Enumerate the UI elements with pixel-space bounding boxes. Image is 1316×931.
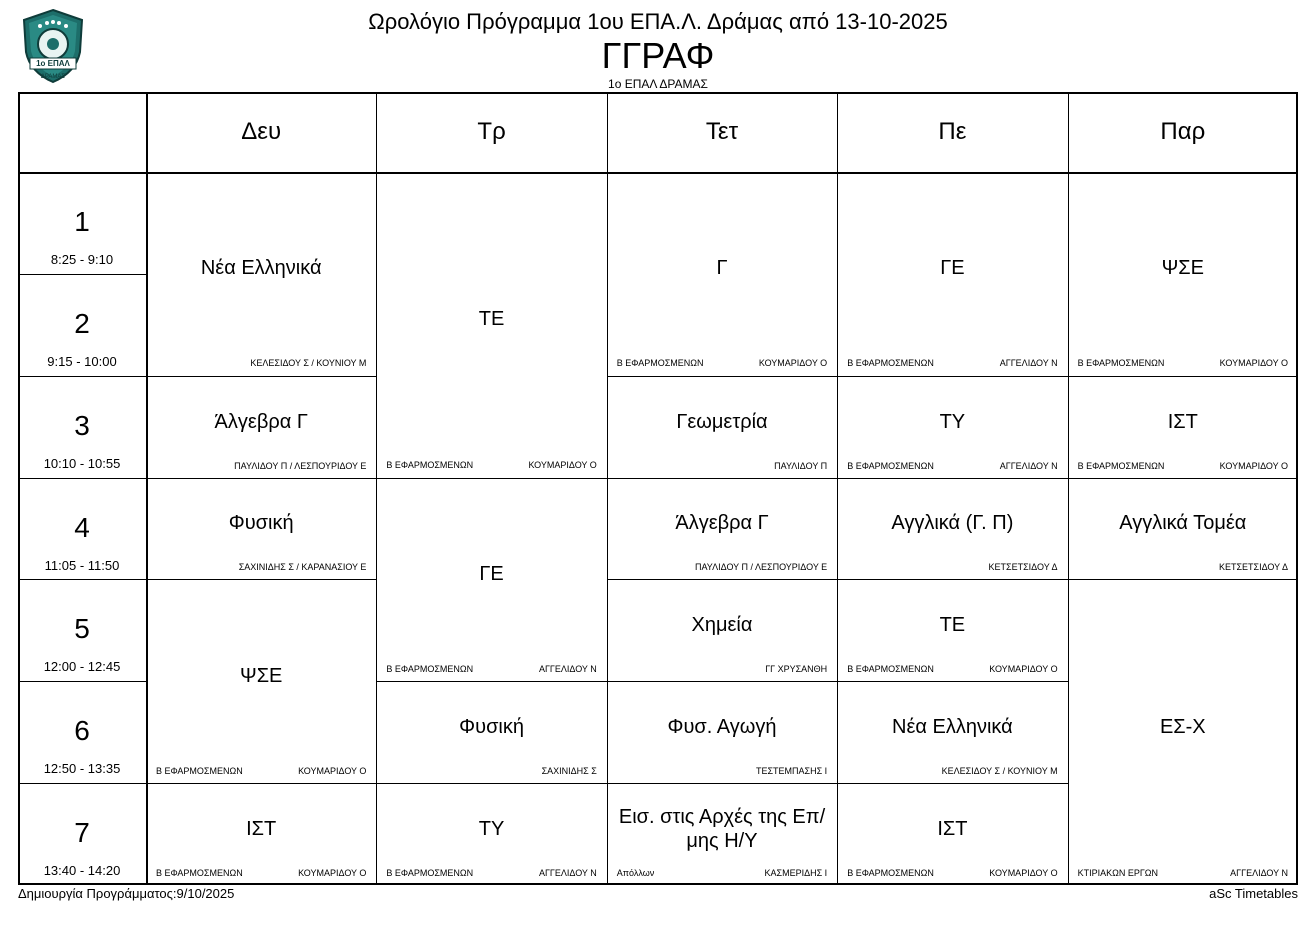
lesson-teacher: ΓΓ ΧΡΥΣΑΝΘΗ <box>765 664 828 675</box>
lesson-teacher: ΚΕΛΕΣΙΔΟΥ Σ / ΚΟΥΝΙΟΥ Μ <box>941 766 1058 777</box>
lesson-teacher: ΚΟΥΜΑΡΙΔΟΥ Ο <box>758 357 828 368</box>
lesson-subject: ΤΕ <box>478 307 505 330</box>
lesson-cell[interactable] <box>607 172 837 376</box>
period-time: 8:25 - 9:10 <box>50 252 114 267</box>
lesson-subject: Φυσική <box>228 512 294 535</box>
lesson-group: Β ΕΦΑΡΜΟΣΜΕΝΩΝ <box>847 460 934 471</box>
lesson-teacher: ΚΕΛΕΣΙΔΟΥ Σ / ΚΟΥΝΙΟΥ Μ <box>250 357 367 368</box>
lesson-subject: Αγγλικά Τομέα <box>1119 512 1247 535</box>
timetable-grid <box>18 92 1298 885</box>
day-header: Τρ <box>477 118 506 145</box>
lesson-subject: ΨΣΕ <box>239 665 283 688</box>
period-number: 7 <box>74 817 90 849</box>
lesson-teacher: ΚΟΥΜΑΡΙΔΟΥ Ο <box>298 766 367 777</box>
lesson-cell[interactable] <box>146 579 376 784</box>
lesson-subject: ΙΣΤ <box>246 818 277 841</box>
lesson-subject: ΓΕ <box>940 256 965 279</box>
day-header: Πε <box>938 118 967 145</box>
lesson-subject: Χημεία <box>691 614 753 637</box>
lesson-teacher: ΣΑΧΙΝΙΔΗΣ Σ / ΚΑΡΑΝΑΣΙΟΥ Ε <box>238 562 367 573</box>
lesson-cell[interactable] <box>837 579 1067 682</box>
lesson-teacher: ΑΓΓΕΛΙΔΟΥ Ν <box>999 357 1058 368</box>
period-number: 1 <box>74 206 90 237</box>
lesson-teacher: ΑΓΓΕΛΙΔΟΥ Ν <box>538 664 597 675</box>
lesson-subject: Εισ. στις Αρχές της Επ/μης Η/Υ <box>618 806 826 853</box>
lesson-cell[interactable] <box>376 172 606 478</box>
lesson-subject: ΙΣΤ <box>937 818 968 841</box>
lesson-cell[interactable] <box>607 579 837 682</box>
lesson-subject: ΤΕ <box>939 614 966 637</box>
lesson-subject: Φυσική <box>459 716 524 739</box>
lesson-teacher: ΚΕΤΣΕΤΣΙΔΟΥ Δ <box>988 562 1058 573</box>
lesson-subject: ΓΕ <box>479 563 504 586</box>
lesson-subject: Γ <box>716 256 728 279</box>
lesson-teacher: ΚΕΤΣΕΤΣΙΔΟΥ Δ <box>1218 562 1288 573</box>
lesson-subject: Άλγεβρα Γ <box>214 410 308 433</box>
lesson-teacher: ΚΑΣΜΕΡΙΔΗΣ Ι <box>764 867 828 878</box>
lesson-teacher: ΚΟΥΜΑΡΙΔΟΥ Ο <box>1219 460 1288 471</box>
lesson-cell[interactable] <box>146 478 376 581</box>
lesson-teacher: ΚΟΥΜΑΡΙΔΟΥ Ο <box>989 664 1058 675</box>
lesson-subject: ΕΣ-Χ <box>1159 716 1206 739</box>
lesson-group: Β ΕΦΑΡΜΟΣΜΕΝΩΝ <box>156 867 243 878</box>
period-time: 12:00 - 12:45 <box>43 659 121 675</box>
lesson-group: Β ΕΦΑΡΜΟΣΜΕΝΩΝ <box>616 357 704 368</box>
lesson-cell[interactable] <box>837 478 1067 581</box>
lesson-group: ΚΤΙΡΙΑΚΩΝ ΕΡΓΩΝ <box>1077 867 1159 878</box>
lesson-cell[interactable] <box>376 478 606 683</box>
lesson-teacher: ΚΟΥΜΑΡΙΔΟΥ Ο <box>528 459 597 470</box>
period-time: 13:40 - 14:20 <box>43 863 121 879</box>
lesson-subject: Νέα Ελληνικά <box>200 256 322 279</box>
lesson-cell[interactable] <box>837 376 1067 479</box>
lesson-cell[interactable] <box>146 172 376 376</box>
day-header: Δευ <box>241 118 282 145</box>
created-date: Δημιουργία Προγράμματος:9/10/2025 <box>18 886 235 901</box>
lesson-subject: Φυσ. Αγωγή <box>667 716 777 739</box>
lesson-cell[interactable] <box>146 783 376 886</box>
software-credit: aSc Timetables <box>1209 886 1298 901</box>
day-header: Τετ <box>705 118 739 145</box>
lesson-cell[interactable] <box>1068 579 1298 886</box>
period-time: 9:15 - 10:00 <box>47 353 117 369</box>
lesson-group: Β ΕΦΑΡΜΟΣΜΕΝΩΝ <box>847 867 934 878</box>
period-time: 11:05 - 11:50 <box>44 557 120 573</box>
period-number: 4 <box>74 511 90 543</box>
lesson-cell[interactable] <box>1068 376 1298 479</box>
lesson-subject: Γεωμετρία <box>676 410 768 433</box>
lesson-cell[interactable] <box>376 783 606 886</box>
lesson-teacher: ΠΑΥΛΙΔΟΥ Π / ΛΕΣΠΟΥΡΙΔΟΥ Ε <box>234 460 367 471</box>
day-header: Παρ <box>1160 118 1206 145</box>
lesson-cell[interactable] <box>607 681 837 784</box>
lesson-subject: ΨΣΕ <box>1161 256 1204 279</box>
lesson-cell[interactable] <box>1068 172 1298 376</box>
period-number: 5 <box>74 613 90 645</box>
lesson-cell[interactable] <box>376 681 606 784</box>
period-number: 3 <box>74 409 90 441</box>
lesson-teacher: ΑΓΓΕΛΙΔΟΥ Ν <box>538 867 597 878</box>
lesson-subject: ΙΣΤ <box>1167 410 1198 433</box>
period-time: 12:50 - 13:35 <box>43 761 121 777</box>
lesson-subject: Αγγλικά (Γ. Π) <box>891 512 1014 535</box>
lesson-subject: Άλγεβρα Γ <box>675 512 769 535</box>
lesson-cell[interactable] <box>607 376 837 479</box>
class-name: ΓΓΡΑΦ <box>601 35 715 76</box>
school-name: 1ο ΕΠΑΛ ΔΡΑΜΑΣ <box>608 77 708 91</box>
period-row-divider <box>18 274 146 275</box>
lesson-cell[interactable] <box>146 376 376 479</box>
lesson-group: Β ΕΦΑΡΜΟΣΜΕΝΩΝ <box>386 664 474 675</box>
logo-text: 1ο ΕΠΑΛ <box>36 59 70 68</box>
lesson-cell[interactable] <box>837 783 1067 886</box>
period-row-divider <box>18 376 146 377</box>
period-number: 6 <box>74 715 90 747</box>
lesson-teacher: ΚΟΥΜΑΡΙΔΟΥ Ο <box>1219 357 1288 368</box>
lesson-cell[interactable] <box>1068 478 1298 581</box>
page-title: Ωρολόγιο Πρόγραμμα 1ου ΕΠΑ.Λ. Δράμας από 13-10-2025 <box>368 9 948 34</box>
period-row-divider <box>18 783 146 784</box>
lesson-teacher: ΚΟΥΜΑΡΙΔΟΥ Ο <box>989 867 1058 878</box>
period-row-divider <box>18 681 146 682</box>
lesson-teacher: ΤΕΣΤΕΜΠΑΣΗΣ Ι <box>755 766 828 777</box>
lesson-teacher: ΑΓΓΕΛΙΔΟΥ Ν <box>999 460 1058 471</box>
period-row-divider <box>18 579 146 580</box>
lesson-group: Β ΕΦΑΡΜΟΣΜΕΝΩΝ <box>847 664 934 675</box>
logo-subtext: ΔΡΑΜΑΣ <box>40 74 66 80</box>
lesson-group: Β ΕΦΑΡΜΟΣΜΕΝΩΝ <box>1077 460 1165 471</box>
lesson-group: Β ΕΦΑΡΜΟΣΜΕΝΩΝ <box>386 867 474 878</box>
lesson-subject: ΤΥ <box>478 818 505 841</box>
lesson-cell[interactable] <box>837 172 1067 376</box>
lesson-subject: ΤΥ <box>939 410 966 433</box>
lesson-cell[interactable] <box>837 681 1067 784</box>
lesson-teacher: ΚΟΥΜΑΡΙΔΟΥ Ο <box>298 867 367 878</box>
period-row-divider <box>18 478 146 479</box>
lesson-group: Β ΕΦΑΡΜΟΣΜΕΝΩΝ <box>156 766 243 777</box>
lesson-cell[interactable] <box>607 478 837 581</box>
lesson-group: Β ΕΦΑΡΜΟΣΜΕΝΩΝ <box>386 459 474 470</box>
lesson-group: Απόλλων <box>616 867 655 878</box>
lesson-teacher: ΑΓΓΕΛΙΔΟΥ Ν <box>1230 867 1288 878</box>
period-number: 2 <box>74 307 90 339</box>
lesson-cell[interactable] <box>607 783 837 886</box>
lesson-subject: Νέα Ελληνικά <box>892 716 1013 739</box>
lesson-group: Β ΕΦΑΡΜΟΣΜΕΝΩΝ <box>847 357 934 368</box>
period-time: 10:10 - 10:55 <box>43 455 121 471</box>
lesson-group: Β ΕΦΑΡΜΟΣΜΕΝΩΝ <box>1077 357 1165 368</box>
lesson-teacher: ΠΑΥΛΙΔΟΥ Π / ΛΕΣΠΟΥΡΙΔΟΥ Ε <box>694 562 828 573</box>
lesson-teacher: ΠΑΥΛΙΔΟΥ Π <box>774 460 828 471</box>
lesson-teacher: ΣΑΧΙΝΙΔΗΣ Σ <box>541 766 597 777</box>
